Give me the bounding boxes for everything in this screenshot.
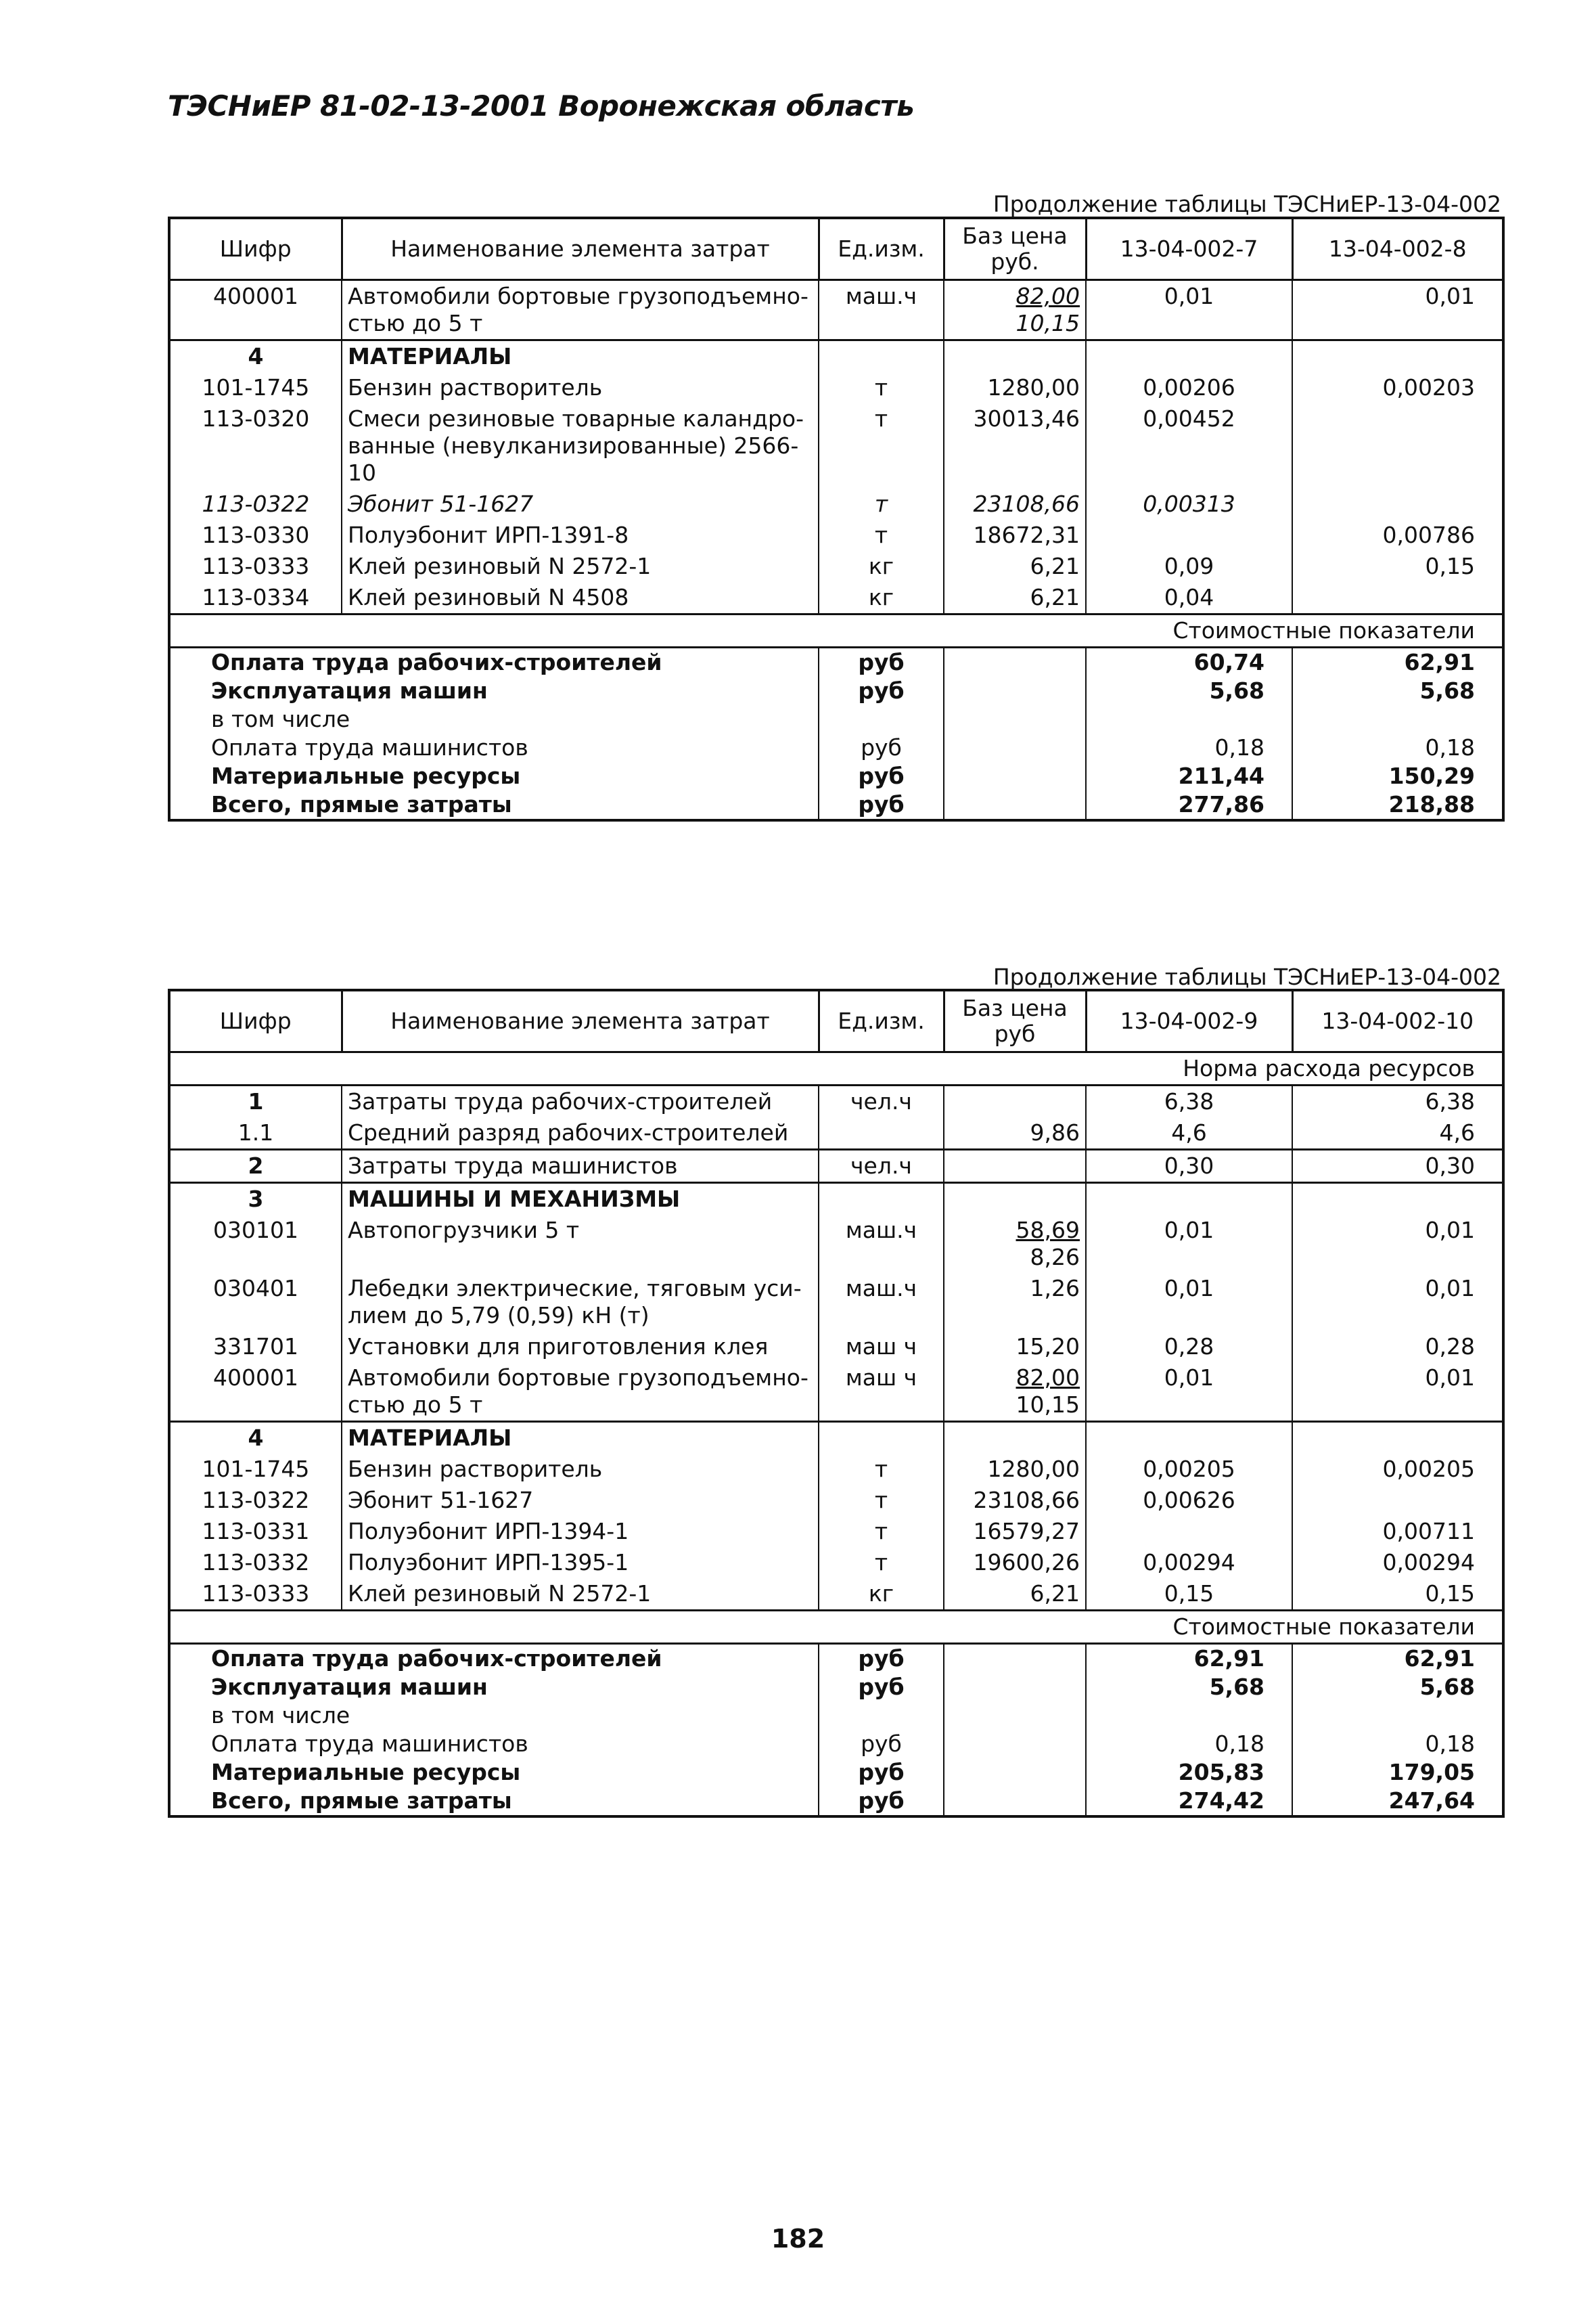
cell-unit xyxy=(819,1117,944,1150)
cell-v2 xyxy=(1292,1183,1503,1215)
cell-v1: 0,09 xyxy=(1086,551,1292,582)
cell-v1 xyxy=(1086,1516,1292,1547)
summary-price xyxy=(944,648,1086,677)
cell-price: 19600,26 xyxy=(944,1547,1086,1578)
cell-v1: 0,01 xyxy=(1086,1362,1292,1422)
cell-code: 113-0332 xyxy=(169,1547,342,1578)
cell-name: Эбонит 51-1627 xyxy=(342,489,819,520)
cell-v1: 0,00626 xyxy=(1086,1485,1292,1516)
summary-v1: 277,86 xyxy=(1086,790,1292,820)
cell-code: 113-0330 xyxy=(169,520,342,551)
cell-unit: кг xyxy=(819,1578,944,1611)
cell-v2 xyxy=(1292,1485,1503,1516)
table-row xyxy=(169,582,1503,614)
cell-v2: 0,00205 xyxy=(1292,1454,1503,1485)
cell-v2 xyxy=(1292,340,1503,373)
summary-unit: руб xyxy=(819,1644,944,1674)
cell-v2: 0,01 xyxy=(1292,1362,1503,1422)
cell-v1: 6,38 xyxy=(1086,1086,1292,1118)
col-header-price: Баз цена руб. xyxy=(944,218,1086,280)
cell-v2: 0,00786 xyxy=(1292,520,1503,551)
summary-row xyxy=(169,1787,1503,1816)
table2 xyxy=(168,989,1505,1818)
cell-price: 15,20 xyxy=(944,1331,1086,1362)
cell-code: 2 xyxy=(169,1150,342,1183)
cell-v2: 0,00294 xyxy=(1292,1547,1503,1578)
cell-code: 113-0333 xyxy=(169,1578,342,1611)
summary-label: в том числе xyxy=(169,1701,819,1730)
cell-v1 xyxy=(1086,1183,1292,1215)
summary-price xyxy=(944,762,1086,790)
cell-v1: 0,01 xyxy=(1086,280,1292,340)
table-row xyxy=(169,280,1503,340)
table-row xyxy=(169,372,1503,403)
summary-unit: руб xyxy=(819,790,944,820)
summary-v2: 62,91 xyxy=(1292,648,1503,677)
cell-code: 030401 xyxy=(169,1273,342,1331)
cell-unit: чел.ч xyxy=(819,1150,944,1183)
cell-v1: 0,30 xyxy=(1086,1150,1292,1183)
cell-name: Полуэбонит ИРП-1394-1 xyxy=(342,1516,819,1547)
cell-price xyxy=(944,1362,1086,1422)
cell-name: Полуэбонит ИРП-1391-8 xyxy=(342,520,819,551)
cell-price: 23108,66 xyxy=(944,1485,1086,1516)
table1-caption: Продолжение таблицы ТЭСНиЕР-13-04-002 xyxy=(993,191,1501,217)
summary-v2: 179,05 xyxy=(1292,1758,1503,1787)
col-header-v1: 13-04-002-7 xyxy=(1086,218,1292,280)
summary-row xyxy=(169,790,1503,820)
summary-price xyxy=(944,1673,1086,1701)
col-header-unit: Ед.изм. xyxy=(819,218,944,280)
cell-v2: 0,28 xyxy=(1292,1331,1503,1362)
summary-price xyxy=(944,734,1086,762)
summary-v2: 0,18 xyxy=(1292,734,1503,762)
cell-v1: 0,28 xyxy=(1086,1331,1292,1362)
col-header-code: Шифр xyxy=(169,990,342,1052)
cell-v2 xyxy=(1292,582,1503,614)
cell-unit: маш ч xyxy=(819,1331,944,1362)
table-row xyxy=(169,489,1503,520)
table-row xyxy=(169,520,1503,551)
col-header-v2: 13-04-002-8 xyxy=(1292,218,1503,280)
cell-name: Автомобили бортовые грузоподъемно-стью до 5 т xyxy=(342,280,819,340)
table-row xyxy=(169,1215,1503,1273)
summary-v2: 150,29 xyxy=(1292,762,1503,790)
summary-v1: 5,68 xyxy=(1086,677,1292,705)
table-row xyxy=(169,403,1503,489)
cell-name: Лебедки электрические, тяговым уси-лием до 5,79 (0,59) кН (т) xyxy=(342,1273,819,1331)
cell-unit xyxy=(819,340,944,373)
cell-name: Установки для приготовления клея xyxy=(342,1331,819,1362)
cell-price: 6,21 xyxy=(944,582,1086,614)
summary-v1: 274,42 xyxy=(1086,1787,1292,1816)
table-row xyxy=(169,1183,1503,1215)
page-number: 182 xyxy=(771,2224,825,2254)
cell-v1: 0,15 xyxy=(1086,1578,1292,1611)
cell-name: МАТЕРИАЛЫ xyxy=(342,1422,819,1454)
summary-row xyxy=(169,1730,1503,1758)
summary-price xyxy=(944,1644,1086,1674)
cell-code: 113-0331 xyxy=(169,1516,342,1547)
summary-label: Всего, прямые затраты xyxy=(169,790,819,820)
cell-unit: т xyxy=(819,489,944,520)
cell-price-sub: 10,15 xyxy=(1016,310,1080,336)
summary-v1: 60,74 xyxy=(1086,648,1292,677)
cell-name: Клей резиновый N 2572-1 xyxy=(342,551,819,582)
summary-v2: 247,64 xyxy=(1292,1787,1503,1816)
cell-name: Средний разряд рабочих-строителей xyxy=(342,1117,819,1150)
table-row xyxy=(169,1485,1503,1516)
summary-v1: 0,18 xyxy=(1086,734,1292,762)
cell-price-main: 82,00 xyxy=(1016,1364,1080,1391)
cell-unit: т xyxy=(819,1547,944,1578)
col-header-unit: Ед.изм. xyxy=(819,990,944,1052)
table-row xyxy=(169,1086,1503,1118)
summary-label: Оплата труда рабочих-строителей xyxy=(169,648,819,677)
cell-v1: 0,00205 xyxy=(1086,1454,1292,1485)
summary-unit: руб xyxy=(819,648,944,677)
table-row xyxy=(169,1331,1503,1362)
cell-name: МАШИНЫ И МЕХАНИЗМЫ xyxy=(342,1183,819,1215)
summary-label: Эксплуатация машин xyxy=(169,1673,819,1701)
cell-name: Клей резиновый N 4508 xyxy=(342,582,819,614)
summary-unit: руб xyxy=(819,1787,944,1816)
summary-label: Оплата труда машинистов xyxy=(169,1730,819,1758)
cell-unit: кг xyxy=(819,551,944,582)
summary-label: Оплата труда рабочих-строителей xyxy=(169,1644,819,1674)
cell-code: 4 xyxy=(169,340,342,373)
summary-price xyxy=(944,1787,1086,1816)
cell-code: 1 xyxy=(169,1086,342,1118)
cell-code: 1.1 xyxy=(169,1117,342,1150)
cell-v2: 0,00203 xyxy=(1292,372,1503,403)
cell-v1 xyxy=(1086,520,1292,551)
cell-price: 9,86 xyxy=(944,1117,1086,1150)
cell-unit: маш.ч xyxy=(819,1273,944,1331)
cell-unit: маш.ч xyxy=(819,280,944,340)
cell-code: 4 xyxy=(169,1422,342,1454)
cell-price-main: 58,69 xyxy=(1016,1217,1080,1243)
cell-price xyxy=(944,1150,1086,1183)
cell-v1: 0,00452 xyxy=(1086,403,1292,489)
table2-caption: Продолжение таблицы ТЭСНиЕР-13-04-002 xyxy=(993,964,1501,990)
cell-v2: 0,15 xyxy=(1292,1578,1503,1611)
cell-v1: 0,01 xyxy=(1086,1215,1292,1273)
col-header-code: Шифр xyxy=(169,218,342,280)
cell-price xyxy=(944,1086,1086,1118)
document-title: ТЭСНиЕР 81-02-13-2001 Воронежская область xyxy=(168,89,915,122)
cell-v2: 0,01 xyxy=(1292,1215,1503,1273)
col-header-v2: 13-04-002-10 xyxy=(1292,990,1503,1052)
cell-name: Бензин растворитель xyxy=(342,372,819,403)
cell-unit: т xyxy=(819,520,944,551)
summary-row xyxy=(169,677,1503,705)
cell-code: 113-0320 xyxy=(169,403,342,489)
cell-unit: т xyxy=(819,1516,944,1547)
summary-v2: 62,91 xyxy=(1292,1644,1503,1674)
summary-row xyxy=(169,1644,1503,1674)
summary-v1: 5,68 xyxy=(1086,1673,1292,1701)
summary-unit: руб xyxy=(819,1758,944,1787)
cell-name: Автомобили бортовые грузоподъемно-стью до 5 т xyxy=(342,1362,819,1422)
cell-v1: 0,00294 xyxy=(1086,1547,1292,1578)
cell-name: Бензин растворитель xyxy=(342,1454,819,1485)
cell-v1: 0,00313 xyxy=(1086,489,1292,520)
summary-v2: 218,88 xyxy=(1292,790,1503,820)
cell-price xyxy=(944,1422,1086,1454)
cell-unit xyxy=(819,1183,944,1215)
cell-name: МАТЕРИАЛЫ xyxy=(342,340,819,373)
table-row xyxy=(169,551,1503,582)
summary-row xyxy=(169,648,1503,677)
cell-price xyxy=(944,280,1086,340)
cell-v2: 0,00711 xyxy=(1292,1516,1503,1547)
cell-v1 xyxy=(1086,1422,1292,1454)
cell-v2: 0,30 xyxy=(1292,1150,1503,1183)
summary-v1: 0,18 xyxy=(1086,1730,1292,1758)
cell-price: 1280,00 xyxy=(944,1454,1086,1485)
cell-v1: 0,01 xyxy=(1086,1273,1292,1331)
summary-price xyxy=(944,1758,1086,1787)
cell-v1: 0,04 xyxy=(1086,582,1292,614)
summary-v1: 211,44 xyxy=(1086,762,1292,790)
summary-label: в том числе xyxy=(169,705,819,734)
summary-label: Оплата труда машинистов xyxy=(169,734,819,762)
summary-price xyxy=(944,677,1086,705)
cell-price-sub: 10,15 xyxy=(1016,1391,1080,1418)
summary-v1: 62,91 xyxy=(1086,1644,1292,1674)
cell-price: 16579,27 xyxy=(944,1516,1086,1547)
cell-code: 113-0322 xyxy=(169,1485,342,1516)
summary-label: Материальные ресурсы xyxy=(169,762,819,790)
col-header-price: Баз цена руб xyxy=(944,990,1086,1052)
summary-label: Материальные ресурсы xyxy=(169,1758,819,1787)
cell-code: 030101 xyxy=(169,1215,342,1273)
cell-name: Смеси резиновые товарные каландро-ванные (невулканизированные) 2566-10 xyxy=(342,403,819,489)
cell-v1: 4,6 xyxy=(1086,1117,1292,1150)
cell-code: 331701 xyxy=(169,1331,342,1362)
summary-row xyxy=(169,734,1503,762)
cell-price: 6,21 xyxy=(944,1578,1086,1611)
cell-code: 113-0333 xyxy=(169,551,342,582)
summary-unit: руб xyxy=(819,1673,944,1701)
summary-v1 xyxy=(1086,705,1292,734)
table-row xyxy=(169,1362,1503,1422)
summary-v2 xyxy=(1292,1701,1503,1730)
summary-v2: 0,18 xyxy=(1292,1730,1503,1758)
cell-v2: 4,6 xyxy=(1292,1117,1503,1150)
section-row xyxy=(169,1611,1503,1644)
table-row xyxy=(169,1578,1503,1611)
cell-code: 3 xyxy=(169,1183,342,1215)
cell-unit: маш.ч xyxy=(819,1215,944,1273)
cell-name: Затраты труда машинистов xyxy=(342,1150,819,1183)
cell-v2: 6,38 xyxy=(1292,1086,1503,1118)
table-row xyxy=(169,1547,1503,1578)
summary-label: Эксплуатация машин xyxy=(169,677,819,705)
cell-code: 101-1745 xyxy=(169,372,342,403)
summary-unit: руб xyxy=(819,734,944,762)
cell-price xyxy=(944,1215,1086,1273)
summary-price xyxy=(944,790,1086,820)
cell-price: 23108,66 xyxy=(944,489,1086,520)
cell-v1: 0,00206 xyxy=(1086,372,1292,403)
cell-v2 xyxy=(1292,1422,1503,1454)
summary-price xyxy=(944,1730,1086,1758)
cell-name: Эбонит 51-1627 xyxy=(342,1485,819,1516)
cell-unit: т xyxy=(819,1454,944,1485)
summary-price xyxy=(944,705,1086,734)
table2-header-row xyxy=(169,990,1503,1052)
cell-unit: маш ч xyxy=(819,1362,944,1422)
cell-unit: т xyxy=(819,372,944,403)
cell-name: Полуэбонит ИРП-1395-1 xyxy=(342,1547,819,1578)
cell-price: 30013,46 xyxy=(944,403,1086,489)
table1 xyxy=(168,217,1505,822)
cell-price-main: 82,00 xyxy=(1016,283,1080,309)
table-row xyxy=(169,1150,1503,1183)
cell-unit: кг xyxy=(819,582,944,614)
table-row xyxy=(169,1516,1503,1547)
summary-v1: 205,83 xyxy=(1086,1758,1292,1787)
cell-name: Автопогрузчики 5 т xyxy=(342,1215,819,1273)
col-header-v1: 13-04-002-9 xyxy=(1086,990,1292,1052)
cell-price xyxy=(944,340,1086,373)
col-header-name: Наименование элемента затрат xyxy=(342,218,819,280)
summary-label: Всего, прямые затраты xyxy=(169,1787,819,1816)
summary-row xyxy=(169,1758,1503,1787)
summary-unit xyxy=(819,705,944,734)
cell-v2 xyxy=(1292,403,1503,489)
summary-row xyxy=(169,1701,1503,1730)
cell-price: 18672,31 xyxy=(944,520,1086,551)
cell-code: 113-0322 xyxy=(169,489,342,520)
cell-name: Затраты труда рабочих-строителей xyxy=(342,1086,819,1118)
section-label: Норма расхода ресурсов xyxy=(169,1052,1503,1086)
cell-v2: 0,01 xyxy=(1292,280,1503,340)
col-header-name: Наименование элемента затрат xyxy=(342,990,819,1052)
cell-price: 6,21 xyxy=(944,551,1086,582)
cell-price-sub: 8,26 xyxy=(1030,1244,1080,1270)
section-label: Стоимостные показатели xyxy=(169,614,1503,648)
cell-v1 xyxy=(1086,340,1292,373)
summary-unit: руб xyxy=(819,762,944,790)
summary-price xyxy=(944,1701,1086,1730)
summary-row xyxy=(169,762,1503,790)
cell-v2: 0,15 xyxy=(1292,551,1503,582)
summary-v2 xyxy=(1292,705,1503,734)
summary-unit: руб xyxy=(819,1730,944,1758)
cell-v2 xyxy=(1292,489,1503,520)
summary-unit xyxy=(819,1701,944,1730)
cell-v2: 0,01 xyxy=(1292,1273,1503,1331)
cell-price: 1280,00 xyxy=(944,372,1086,403)
cell-unit: чел.ч xyxy=(819,1086,944,1118)
summary-row xyxy=(169,1673,1503,1701)
cell-code: 101-1745 xyxy=(169,1454,342,1485)
cell-unit: т xyxy=(819,1485,944,1516)
section-row xyxy=(169,614,1503,648)
table-row xyxy=(169,1454,1503,1485)
cell-code: 400001 xyxy=(169,1362,342,1422)
cell-code: 113-0334 xyxy=(169,582,342,614)
table1-header-row xyxy=(169,218,1503,280)
cell-price xyxy=(944,1183,1086,1215)
summary-unit: руб xyxy=(819,677,944,705)
table-row xyxy=(169,1422,1503,1454)
cell-price: 1,26 xyxy=(944,1273,1086,1331)
section-row xyxy=(169,1052,1503,1086)
cell-unit xyxy=(819,1422,944,1454)
summary-v1 xyxy=(1086,1701,1292,1730)
table-row xyxy=(169,340,1503,373)
summary-row xyxy=(169,705,1503,734)
cell-code: 400001 xyxy=(169,280,342,340)
cell-name: Клей резиновый N 2572-1 xyxy=(342,1578,819,1611)
table-row xyxy=(169,1273,1503,1331)
summary-v2: 5,68 xyxy=(1292,677,1503,705)
table-row xyxy=(169,1117,1503,1150)
cell-unit: т xyxy=(819,403,944,489)
summary-v2: 5,68 xyxy=(1292,1673,1503,1701)
section-label: Стоимостные показатели xyxy=(169,1611,1503,1644)
